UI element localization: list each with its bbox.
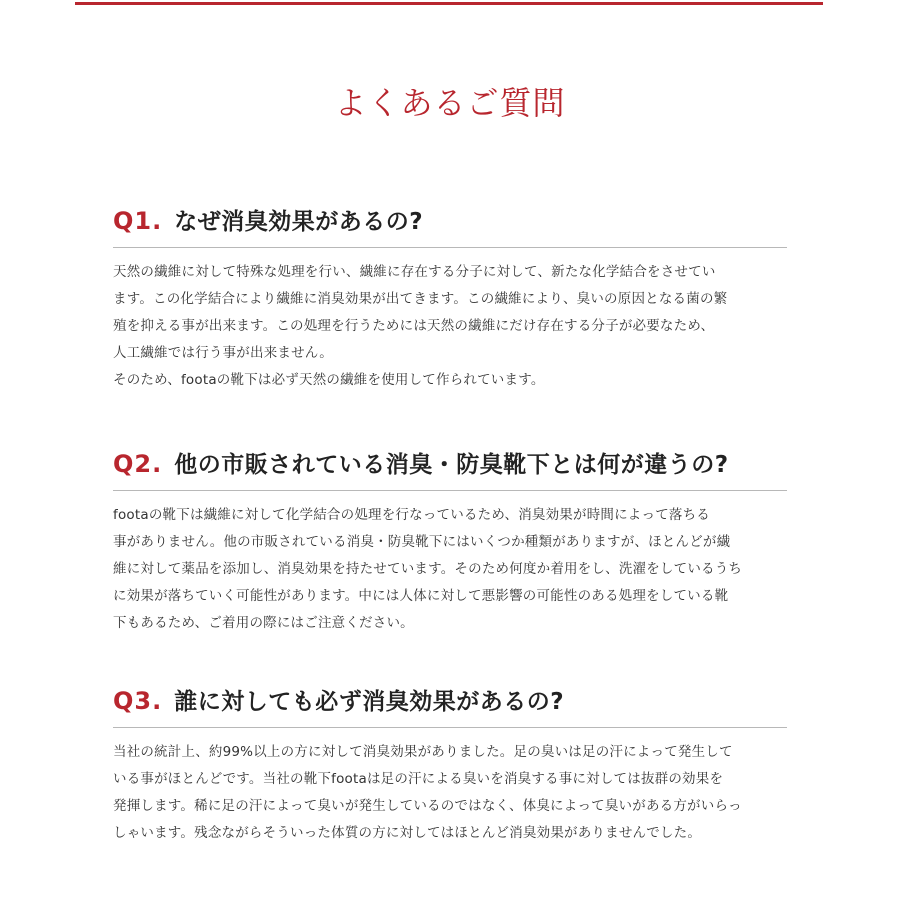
question-number: Q1. [113, 207, 163, 235]
answer-line: そのため、footaの靴下は必ず天然の繊維を使用して作られています。 [113, 372, 545, 388]
answer-line: 維に対して薬品を添加し、消臭効果を持たせています。そのため何度か着用をし、洗濯をしているうち [113, 561, 743, 577]
answer-line: 殖を抑える事が出来ます。この処理を行うためには天然の繊維にだけ存在する分子が必要なため、 [113, 318, 715, 334]
faq-question [113, 446, 787, 484]
question-divider [113, 490, 787, 491]
answer-line: に効果が落ちていく可能性があります。中には人体に対して悪影響の可能性のある処理をしている靴 [113, 588, 729, 604]
answer-line: いる事がほとんどです。当社の靴下footaは足の汗による臭いを消臭する事に対しては抜群の効果を [113, 771, 724, 787]
answer-line: 人工繊維では行う事が出来ません。 [113, 345, 334, 361]
faq-question [113, 683, 787, 721]
faq-item-3 [113, 683, 787, 847]
faq-question [113, 203, 787, 241]
answer-line: ます。この化学結合により繊維に消臭効果が出てきます。この繊維により、臭いの原因となる菌の繁 [113, 291, 728, 307]
faq-item-2 [113, 446, 787, 637]
question-divider [113, 247, 787, 248]
answer-line: 下もあるため、ご着用の際にはご注意ください。 [113, 615, 414, 631]
answer-line: 発揮します。稀に足の汗によって臭いが発生しているのではなく、体臭によって臭いがある方がいらっ [113, 798, 742, 814]
answer-line: しゃいます。残念ながらそういった体質の方に対してはほとんど消臭効果がありませんでした。 [113, 825, 702, 841]
faq-answer [113, 259, 787, 394]
answer-line: 天然の繊維に対して特殊な処理を行い、繊維に存在する分子に対して、新たな化学結合をさせてい [113, 264, 716, 280]
answer-line: 当社の統計上、約99%以上の方に対して消臭効果がありました。足の臭いは足の汗によって発生して [113, 744, 733, 760]
question-divider [113, 727, 787, 728]
question-number: Q2. [113, 450, 163, 478]
question-text: 他の市販されている消臭・防臭靴下とは何が違うの? [174, 452, 729, 478]
top-accent-rule [75, 2, 823, 5]
question-text: 誰に対しても必ず消臭効果があるの? [174, 689, 565, 715]
faq-answer [113, 739, 787, 847]
question-number: Q3. [113, 687, 163, 715]
page-title: よくあるご質問 [334, 84, 566, 122]
faq-item-1 [113, 203, 787, 394]
answer-line: 事がありません。他の市販されている消臭・防臭靴下にはいくつか種類がありますが、ほとんどが繊 [113, 534, 731, 550]
answer-line: footaの靴下は繊維に対して化学結合の処理を行なっているため、消臭効果が時間によって落ちる [113, 507, 710, 523]
faq-answer [113, 502, 787, 637]
question-text: なぜ消臭効果があるの? [174, 209, 424, 235]
